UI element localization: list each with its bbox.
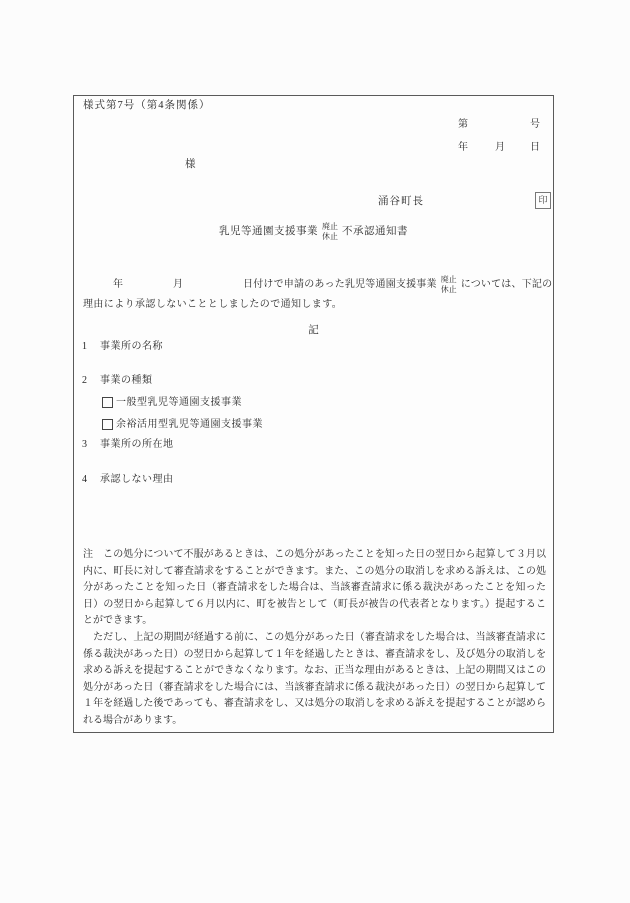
- item-label: 事業所の所在地: [100, 439, 174, 450]
- title-after: 不承認通知書: [342, 225, 408, 237]
- seal-mark-box: [535, 192, 551, 209]
- body-line-2: 理由により承認しないこととしましたので通知します。: [83, 299, 343, 310]
- document-border-frame: [73, 95, 554, 733]
- checkbox-icon[interactable]: [102, 397, 113, 408]
- body-year-label: 年: [113, 279, 123, 290]
- item-number: 1: [82, 341, 88, 352]
- body-suspend-bottom: 休止: [440, 285, 457, 294]
- checkbox-label: 一般型乳児等通園支援事業: [116, 396, 242, 408]
- date-year-label: 年: [458, 142, 468, 153]
- item-label: 事業の種類: [100, 375, 153, 386]
- doc-number-prefix: 第: [458, 119, 468, 130]
- item-number: 3: [82, 439, 88, 450]
- document-title: [74, 222, 553, 242]
- doc-number-suffix: 号: [530, 119, 540, 130]
- appeal-note: [83, 547, 546, 730]
- seal-icon: 印: [538, 195, 548, 205]
- checkbox-row-general-type[interactable]: [102, 397, 242, 408]
- body-line1-text: 日付けで申請のあった乳児等通園支援事業: [243, 279, 437, 290]
- item-label: 事業所の名称: [100, 341, 163, 352]
- appeal-note-paragraph-2: ただし、上記の期間が経過する前に、この処分があった日（審査請求をした場合は、当該審査請求に係る裁決があった日）の翌日から起算して１年を経過したときは、審査請求をし、及び処分の取消しを求める訴えを提起することができなくなります。なお、正当な理由があるときは、上記の期間又はこの処分があった日（審査請求をした場合には、当該審査請求に係る裁決があった日）の翌日から起算して１年を経過した後であっても、審査請求をし、又は処分の取消しを求める訴えを提起することが認められる場合があります。: [83, 631, 546, 726]
- appeal-note-paragraph-1: 注 この処分について不服があるときは、この処分があったことを知った日の翌日から起算して３月以内に、町長に対して審査請求をすることができます。また、この処分の取消しを求める訴えは、この処分があったことを知った日（審査請求をした場合は、当該審査請求に係る裁決があったことを知った日）の翌日から起算して６月以内に、町を被告として（町長が被告の代表者となります。）提起することができます。: [83, 549, 546, 627]
- item-number: 4: [82, 474, 88, 485]
- issuer-title: 涌谷町長: [378, 196, 424, 207]
- body-suspend-top: 廃止: [440, 275, 457, 284]
- checkbox-label: 余裕活用型乳児等通園支援事業: [116, 418, 263, 430]
- body-line1-end: については、下記の: [460, 279, 553, 290]
- title-suspend-bottom: 休止: [322, 232, 338, 241]
- item-label: 承認しない理由: [100, 474, 174, 485]
- form-number: 様式第7号（第4条関係）: [83, 100, 211, 111]
- checkbox-row-surplus-type[interactable]: [102, 419, 263, 430]
- addressee-suffix: 様: [185, 159, 196, 170]
- title-before: 乳児等通園支援事業: [219, 225, 318, 237]
- ki-heading: 記: [308, 325, 319, 336]
- title-suspend-stack: [322, 222, 338, 242]
- body-month-label: 月: [173, 279, 183, 290]
- body-suspend-stack: [441, 275, 457, 295]
- item-number: 2: [82, 375, 88, 386]
- title-suspend-top: 廃止: [322, 222, 338, 231]
- date-day-label: 日: [530, 142, 540, 153]
- date-month-label: 月: [495, 142, 505, 153]
- body-line-1: [83, 274, 552, 296]
- checkbox-icon[interactable]: [102, 419, 113, 430]
